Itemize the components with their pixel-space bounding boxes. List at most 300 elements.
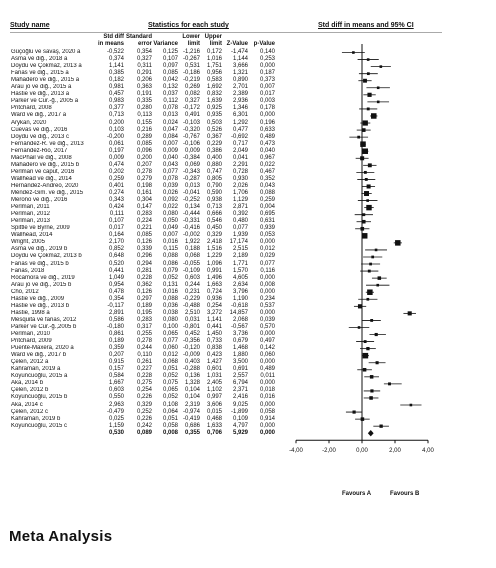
cell-p: 0,537 [259, 302, 275, 309]
cell-v: 0,051 [162, 415, 178, 422]
cell-z: 14,857 [229, 309, 248, 316]
cell-v: 0,009 [162, 147, 178, 154]
cell-p: 0,000 [259, 288, 275, 295]
cell-d: 0,861 [108, 331, 124, 337]
cell-z: 2,701 [232, 84, 248, 91]
cell-p: 0,018 [259, 387, 275, 394]
cell-se: 0,339 [136, 246, 152, 253]
page-title: Meta Analysis [9, 528, 113, 545]
cell-p: 0,003 [259, 98, 275, 105]
cell-ul: 0,015 [206, 408, 222, 415]
cell-ul: 0,400 [206, 154, 222, 161]
cell-z: 1,346 [232, 105, 248, 112]
cell-ll: 0,244 [184, 281, 200, 288]
cell-ul: 0,590 [206, 190, 222, 196]
cell-ll: -0,055 [182, 260, 200, 267]
cell-d: -0,200 [106, 133, 124, 140]
cell-v: 0,077 [162, 168, 178, 175]
cell-z: 0,679 [232, 338, 248, 345]
cell-ul: 0,666 [206, 211, 222, 218]
study-name: Arau´jo ve diğ., 2015 a [11, 84, 72, 91]
cell-se: 0,206 [136, 77, 152, 84]
subheader-line: Variance [153, 41, 178, 47]
cell-p: 0,570 [259, 323, 275, 330]
cell-p: 0,012 [259, 246, 275, 253]
cell-ul: 0,329 [206, 232, 222, 239]
cell-ul: 0,997 [206, 394, 222, 401]
cell-p: 0,695 [259, 211, 275, 218]
cell-z: 2,189 [232, 253, 248, 260]
cell-p: 0,011 [260, 373, 275, 380]
cell-z: 0,717 [232, 140, 248, 147]
study-name: Meroño ve diğ., 2016 [11, 197, 68, 204]
cell-v: 0,097 [162, 63, 178, 70]
study-name: Mesquita ve farias, 2012 [11, 316, 77, 323]
cell-p: 0,017 [259, 91, 275, 98]
cell-se: 0,329 [136, 401, 152, 408]
cell-v: 0,064 [162, 408, 178, 415]
cell-z: -1,899 [230, 408, 248, 415]
cell-ll: 0,452 [184, 331, 200, 337]
cell-se: 0,085 [136, 140, 152, 147]
effect-marker [363, 148, 369, 154]
cell-ll: -0,356 [182, 338, 200, 345]
cell-p: 0,631 [259, 218, 275, 225]
cell-se: 0,110 [137, 352, 152, 359]
subheader-line: p-Value [253, 41, 275, 47]
cell-v: 0,047 [162, 126, 178, 133]
cell-d: 0,374 [108, 56, 124, 63]
cell-ul: 0,938 [206, 197, 222, 204]
cell-p: 0,196 [259, 119, 275, 126]
study-name: Cuevas ve diğ., 2016 [11, 126, 68, 133]
cell-ul: 0,733 [206, 338, 222, 345]
study-name: Spittle ve Byrne, 2009 [11, 225, 70, 232]
cell-v: 0,022 [162, 204, 178, 211]
cell-ul: 0,936 [206, 295, 222, 302]
cell-ll: 0,231 [184, 288, 200, 295]
cell-ul: 2,418 [206, 239, 222, 246]
cell-z: -0,567 [230, 323, 248, 330]
cell-ul: 1,031 [206, 373, 222, 380]
cell-ll: 0,355 [184, 429, 200, 436]
study-name: Pritchard, 2009 [11, 338, 52, 345]
effect-marker [369, 263, 372, 266]
cell-v: 0,112 [163, 98, 178, 105]
cell-ll: -1,216 [182, 49, 200, 55]
study-name: Mahadero ve diğ., 2015 b [11, 161, 80, 168]
effect-marker [362, 220, 366, 224]
forest-plot-title: Std diff in means and 95% CI [318, 22, 414, 29]
cell-se: 0,227 [136, 366, 152, 373]
cell-z: 2,291 [232, 161, 248, 168]
cell-ul: 0,747 [206, 168, 222, 175]
cell-p: 0,077 [259, 260, 275, 267]
study-name: Güçoğlu ve savaş, 2020 a [11, 49, 81, 55]
cell-d: 0,354 [108, 295, 124, 302]
cell-z: 1,939 [232, 232, 248, 239]
cell-v: 0,016 [162, 288, 178, 295]
effect-marker [364, 340, 367, 343]
cell-z: 0,728 [232, 168, 248, 175]
cell-d: 0,954 [108, 281, 124, 288]
cell-se: 0,255 [136, 331, 152, 337]
cell-ul: 0,706 [206, 429, 222, 436]
cell-ul: 0,229 [206, 140, 222, 147]
cell-se: 0,207 [136, 161, 152, 168]
cell-v: 0,125 [162, 49, 178, 55]
study-name: Arykan, 2020 [11, 119, 47, 126]
cell-z: 1,190 [232, 295, 248, 302]
cell-ul: 0,832 [206, 91, 222, 98]
cell-v: 0,079 [162, 267, 178, 274]
cell-d: 0,915 [108, 359, 124, 366]
favours-b-label: Favours B [390, 491, 420, 497]
effect-marker [360, 227, 364, 231]
cell-se: 0,085 [136, 232, 152, 239]
cell-ll: -0,488 [182, 302, 200, 309]
cell-v: 0,065 [162, 331, 178, 337]
cell-v: 0,012 [162, 352, 178, 359]
study-name: Méndez-Gim. ve diğ., 2015 [11, 190, 84, 196]
effect-marker [370, 319, 373, 322]
cell-ul: 0,441 [206, 323, 222, 330]
cell-ul: 0,724 [206, 288, 222, 295]
study-name: Aka, 2014 c [11, 401, 43, 408]
effect-marker [378, 276, 382, 280]
effect-marker [363, 353, 369, 359]
favours-a-label: Favours A [342, 491, 372, 497]
cell-p: 0,473 [259, 140, 275, 147]
cell-p: 0,140 [259, 49, 275, 55]
effect-marker [380, 65, 383, 68]
cell-p: 0,053 [259, 232, 275, 239]
cell-p: 0,058 [259, 408, 275, 415]
study-name: Asma ve diğ., 2018 a [11, 56, 68, 63]
cell-ll: -0,974 [182, 408, 200, 415]
cell-z: 1,771 [232, 260, 248, 267]
study-name: Aka, 2014 b [11, 380, 44, 387]
cell-z: 0,041 [232, 154, 248, 161]
cell-v: 0,016 [162, 239, 178, 246]
cell-se: 0,089 [136, 429, 152, 436]
cell-ll: -0,103 [182, 119, 200, 126]
cell-p: 0,914 [259, 415, 275, 422]
cell-d: 0,197 [108, 147, 124, 154]
study-name: Kahraman, 2019 b [11, 415, 61, 422]
cell-z: 4,605 [232, 274, 248, 281]
cell-ll: 0,188 [184, 246, 200, 253]
effect-marker [388, 382, 391, 385]
cell-ll: 0,082 [184, 91, 200, 98]
cell-d: 0,478 [108, 288, 124, 295]
x-tick-label: 0,00 [356, 448, 368, 455]
cell-ll: 1,922 [184, 239, 200, 246]
effect-marker [358, 304, 362, 308]
cell-z: 2,389 [232, 91, 248, 98]
cell-p: 0,633 [259, 126, 275, 133]
cell-d: 0,343 [108, 197, 124, 204]
cell-p: 0,000 [259, 422, 275, 429]
x-tick-label: -2,00 [322, 448, 336, 455]
effect-marker [377, 86, 380, 89]
cell-ll: -0,002 [182, 232, 200, 239]
cell-p: 0,234 [259, 295, 275, 302]
cell-ul: 0,503 [206, 119, 222, 126]
cell-d: 0,520 [108, 260, 124, 267]
cell-se: 0,161 [136, 190, 152, 196]
cell-ul: 0,367 [206, 133, 222, 140]
cell-ll: 0,403 [184, 359, 200, 366]
cell-se: 0,294 [136, 260, 152, 267]
study-name: Fernandez-Rio, 2017 [11, 147, 68, 154]
subheader-line: Z-Value [226, 41, 248, 47]
cell-se: 0,126 [136, 239, 152, 246]
effect-marker [361, 417, 365, 421]
cell-ul: 0,880 [206, 161, 222, 168]
cell-p: 0,000 [259, 112, 275, 119]
effect-marker [365, 178, 368, 181]
cell-d: -0,479 [106, 408, 124, 415]
cell-v: 0,088 [162, 295, 178, 302]
cell-ul: 0,254 [206, 302, 222, 309]
cell-v: 0,086 [162, 260, 178, 267]
cell-se: 0,228 [136, 274, 152, 281]
study-name: Doydu ve Çokmaz, 2013 b [11, 253, 82, 260]
cell-se: 0,278 [136, 168, 152, 175]
cell-v: 0,080 [162, 316, 178, 323]
study-name: Wallhead ve diğ., 2014 [11, 175, 72, 182]
study-name: Perlman, 2013 [11, 218, 51, 225]
subheader-line: error [137, 41, 152, 47]
study-name: Çelen, 2012 b [11, 387, 49, 394]
cell-d: 0,103 [108, 126, 124, 133]
study-name: Hernández-Andreo, 2020 [11, 182, 79, 189]
study-name: Hastie, 1998 a [11, 309, 50, 316]
cell-ll: -0,767 [182, 133, 200, 140]
summary-diamond [368, 430, 374, 436]
cell-ul: 0,925 [206, 105, 222, 112]
cell-ll: 0,104 [184, 394, 200, 401]
cell-ul: 0,423 [206, 352, 222, 359]
cell-v: 0,024 [162, 119, 178, 126]
cell-ll: 0,009 [184, 147, 200, 154]
study-name: Kahraman, 2019 a [11, 366, 61, 373]
effect-marker [367, 107, 370, 110]
cell-ll: -0,041 [182, 190, 200, 196]
cell-ll: -0,801 [182, 323, 200, 330]
cell-ll: -0,444 [182, 211, 200, 218]
cell-z: 2,871 [232, 204, 248, 211]
cell-ll: -0,288 [182, 366, 200, 373]
cell-d: 0,981 [108, 84, 124, 91]
study-name: Puente-Maxera, 2020 a [11, 345, 74, 352]
cell-se: 0,221 [136, 225, 152, 232]
cell-z: 4,797 [232, 422, 248, 429]
cell-se: 0,126 [136, 288, 152, 295]
cell-p: 0,142 [259, 345, 275, 352]
cell-ul: 3,272 [206, 309, 222, 316]
cell-ul: 2,405 [206, 380, 222, 387]
cell-z: 5,929 [232, 429, 248, 436]
cell-d: 0,017 [108, 225, 124, 232]
cell-ll: 0,068 [184, 253, 200, 260]
cell-ul: 1,016 [206, 56, 222, 63]
cell-d: 0,457 [108, 91, 124, 98]
cell-z: 1,468 [232, 345, 248, 352]
cell-se: 0,261 [136, 359, 152, 366]
cell-ul: 0,838 [206, 345, 222, 352]
x-tick-label: -4,00 [289, 448, 303, 455]
cell-se: 0,297 [136, 295, 152, 302]
cell-p: 0,967 [259, 154, 275, 161]
cell-p: 0,259 [259, 197, 275, 204]
cell-d: 0,164 [108, 232, 124, 239]
cell-se: 0,195 [136, 309, 152, 316]
study-name: Parker ve Cur.-ğ.,2005 b [11, 323, 77, 330]
cell-v: 0,060 [162, 345, 178, 352]
cell-ll: 0,104 [184, 387, 200, 394]
cell-v: 0,088 [162, 253, 178, 260]
cell-ul: 1,450 [206, 331, 222, 337]
cell-z: 2,557 [232, 373, 248, 380]
cell-v: 0,042 [162, 77, 178, 84]
study-name: Arau´jo ve diğ., 2015 b [11, 281, 72, 288]
cell-d: 1,159 [108, 422, 124, 429]
cell-ul: 0,526 [206, 126, 222, 133]
cell-ll: -0,416 [182, 225, 200, 232]
effect-marker [410, 404, 413, 407]
cell-p: 0,000 [259, 401, 275, 408]
cell-d: 0,189 [108, 338, 124, 345]
cell-v: 0,040 [162, 154, 178, 161]
cell-v: 0,077 [162, 338, 178, 345]
cell-z: 2,515 [232, 246, 248, 253]
cell-z: 6,794 [232, 380, 248, 387]
cell-ul: 0,468 [206, 415, 222, 422]
study-name: Farias, 2018 [11, 267, 45, 274]
cell-d: 0,274 [108, 190, 124, 196]
cell-z: 1,570 [232, 267, 248, 274]
cell-ul: 0,601 [206, 366, 222, 373]
cell-se: 0,275 [136, 380, 152, 387]
cell-p: 0,000 [259, 274, 275, 281]
cell-z: -1,474 [230, 49, 248, 55]
cell-ul: 1,229 [206, 253, 222, 260]
cell-d: 0,713 [108, 112, 124, 119]
cell-p: 0,000 [259, 359, 275, 366]
cell-se: 0,216 [136, 126, 152, 133]
cell-se: 0,280 [136, 105, 152, 112]
cell-v: 0,007 [162, 232, 178, 239]
cell-se: 0,304 [136, 197, 152, 204]
cell-se: 0,311 [137, 63, 152, 70]
cell-ll: -0,267 [182, 56, 200, 63]
study-name: Ward ve diğ., 2017 a [11, 112, 67, 119]
cell-se: 0,226 [136, 415, 152, 422]
study-name: Wright, 2005 [11, 239, 45, 246]
cell-ul: 1,141 [206, 316, 222, 323]
cell-z: 1,321 [232, 70, 248, 77]
cell-ul: 1,427 [206, 359, 222, 366]
cell-p: 0,022 [259, 161, 275, 168]
cell-d: 0,983 [108, 98, 124, 105]
cell-ll: -0,229 [182, 295, 200, 302]
cell-v: 0,115 [163, 246, 178, 253]
cell-d: 0,259 [108, 175, 124, 182]
cell-z: 0,930 [232, 175, 248, 182]
cell-d: 0,648 [108, 253, 124, 260]
column-header-study-name: Study name [10, 22, 50, 29]
effect-marker [364, 171, 367, 174]
cell-v: 0,100 [162, 323, 178, 330]
cell-ll: -0,120 [182, 345, 200, 352]
cell-se: 0,224 [136, 218, 152, 225]
cell-z: 9,025 [232, 401, 248, 408]
cell-v: 0,107 [162, 56, 178, 63]
cell-se: 0,254 [136, 387, 152, 394]
cell-v: 0,075 [162, 380, 178, 387]
cell-v: 0,058 [162, 422, 178, 429]
cell-ul: 1,692 [206, 84, 222, 91]
cell-ll: 0,327 [184, 98, 200, 105]
study-name: Cho, 2012 [11, 288, 39, 295]
study-name: Hastie ve diğ., 2009 [11, 295, 65, 302]
cell-se: 0,113 [137, 112, 152, 119]
cell-d: 2,963 [108, 401, 124, 408]
cell-v: 0,065 [162, 387, 178, 394]
effect-marker [377, 101, 380, 104]
cell-ll: -0,009 [182, 352, 200, 359]
effect-marker [371, 256, 374, 259]
cell-se: 0,244 [136, 345, 152, 352]
cell-p: 0,007 [259, 84, 275, 91]
x-tick-label: 4,00 [422, 448, 434, 455]
study-name: Koyuncuoğlu, 2015 b [11, 394, 68, 401]
cell-p: 0,489 [259, 366, 275, 373]
effect-marker [352, 51, 355, 54]
cell-ll: 0,069 [184, 161, 200, 168]
cell-d: 0,157 [108, 366, 124, 373]
cell-p: 0,178 [259, 105, 275, 112]
cell-p: 0,187 [259, 70, 275, 77]
cell-z: 2,416 [232, 394, 248, 401]
effect-marker [362, 128, 366, 132]
cell-p: 0,004 [259, 204, 275, 211]
cell-se: 0,155 [136, 119, 152, 126]
cell-ul: 0,790 [206, 182, 222, 189]
cell-ll: -0,172 [182, 105, 200, 112]
cell-z: 3,796 [232, 288, 248, 295]
cell-v: 0,085 [162, 70, 178, 77]
cell-z: 3,736 [232, 331, 248, 337]
cell-se: 0,283 [136, 316, 152, 323]
cell-p: 0,352 [259, 175, 275, 182]
cell-d: 2,170 [108, 239, 124, 246]
cell-v: 0,068 [162, 359, 178, 366]
study-name: Hastie ve diğ., 2013 b [11, 302, 70, 309]
study-name: Farias ve diğ., 2015 b [11, 260, 69, 267]
cell-z: 1,880 [232, 352, 248, 359]
cell-ll: 0,031 [184, 316, 200, 323]
cell-z: 0,890 [232, 77, 248, 84]
study-name: Rocamora ve diğ., 2019 [11, 274, 75, 281]
cell-v: 0,026 [162, 190, 178, 196]
cell-ll: 1,328 [184, 380, 200, 387]
cell-se: 0,189 [136, 302, 152, 309]
cell-d: 0,025 [108, 415, 124, 422]
effect-marker [364, 191, 369, 196]
